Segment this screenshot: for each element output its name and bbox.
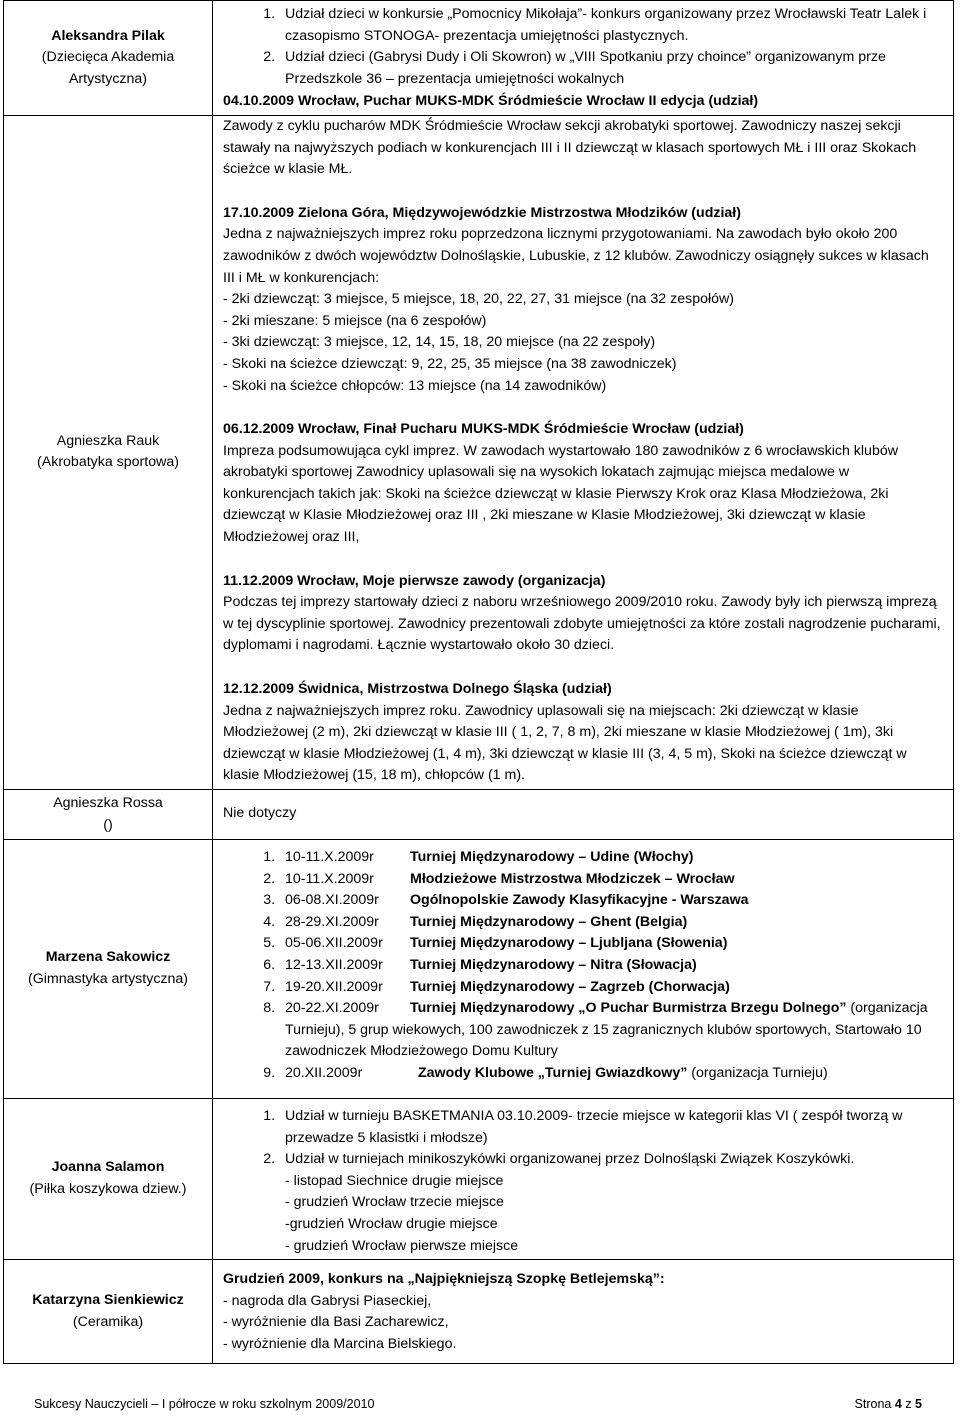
teacher-cell [4,1,213,116]
table-row [4,1,954,116]
award-line: - nagroda dla Gabrysi Piaseckiej, [223,1292,432,1309]
teacher-name: Aleksandra Pilak [51,27,165,44]
event-description: Impreza podsumowująca cykl imprez. W zawodach wystartowało 180 zawodników z 6 wrocławskich klubów akrobatyki sportowej Zawodnicy uplasowali się na wysokich lokatach zajmując miejsca medalowe w konkurencjach takich jak: Skoki na ścieżce dziewcząt w klasie Pierwszy Krok oraz Klasa Młodzieżowa, 2ki dziewcząt w Klasie Młodzieżowej oraz III , 2ki mieszane w Klasie Młodzieżowej, 3ki dziewcząt w klasie Młodzieżowej oraz III, [223,442,898,546]
list-item [279,955,943,977]
list-item-text: 2. Udział w turniejach minikoszykówki organizowanej przez Dolnośląski Związek Koszykówki. [285,1151,855,1168]
event-heading: 06.12.2009 Wrocław, Finał Pucharu MUKS-MDK Śródmieście Wrocław (udział) [223,421,744,438]
event-block [223,419,943,549]
event-date: 10-11.X.2009r [285,870,374,887]
achievements-table [3,0,954,1364]
list-item [279,998,943,1063]
event-block [223,203,943,397]
table-row [4,115,954,789]
no-data-text: Nie dotyczy [223,804,297,821]
total-pages: 5 [915,1397,922,1411]
achievements-cell [213,1,954,116]
achievements-cell [213,115,954,789]
achievements-cell [213,790,954,840]
teacher-department: (Piłka koszykowa dziew.) [29,1181,187,1198]
event-description: Jedna z najważniejszych imprez roku. Zawodnicy uplasowali się na miejscach: 2ki dziewcząt w klasie Młodzieżowej (2 m), 2ki dziewcząt w klasie III ( 1, 2, 7, 8 m), 2ki mieszane w klasie Młodzieżowej ( 1m), 3ki dziewcząt w klasie Młodzieżowej (1, 4 m), 3ki dziewcząt w klasie III (3, 4, 5 m), Skoki na ścieżce dziewcząt w klasie Młodzieżowej (15, 18 m), chłopców (1 m). [223,702,907,784]
table-row [4,790,954,840]
teacher-department: (Dziecięca Akademia Artystyczna) [41,49,175,87]
event-block [223,679,943,787]
event-date: 20-22.XI.2009r [285,1000,379,1017]
teacher-name: Agnieszka Rossa [53,794,163,811]
result-line: - 2ki mieszane: 5 miejsce (na 6 zespołów) [223,312,487,329]
event-date: 20.XII.2009r [285,1064,363,1081]
teacher-department: () [103,816,113,833]
list-item [279,869,943,891]
teacher-cell [4,790,213,840]
list-item [279,847,943,869]
achievements-cell [213,1099,954,1260]
sub-item: - listopad Siechnice drugie miejsce [285,1172,504,1189]
teacher-cell [4,1260,213,1364]
teacher-department: (Gimnastyka artystyczna) [27,971,189,987]
teacher-department: (Ceramika) [72,1313,144,1330]
event-title: Turniej Międzynarodowy „O Puchar Burmistrza Brzegu Dolnego” [410,1000,847,1017]
event-description: Podczas tej imprezy startowały dzieci z naboru wrześniowego 2009/2010 roku. Zawody były ich pierwszą imprezą w tej dyscyplinie sportowej. Zawodnicy prezentowali zdobyte umiejętności za które zostali nagrodzenie pucharami, dyplomami i nagrodami. Łącznie wystartowało około 30 dzieci. [223,594,941,654]
event-block [223,571,943,657]
event-date: 28-29.XI.2009r [285,913,379,930]
event-description: Jedna z najważniejszych imprez roku poprzedzona licznymi przygotowaniami. Na zawodach było około 200 zawodników z dwóch województw Dolnośląskie, Lubuskie, z 12 klubów. Zawodniczy osiągnęły sukces w klasach III i MŁ w konkurencjach: [223,226,929,286]
event-date: 19-20.XII.2009r [285,978,383,995]
event-date: 05-06.XII.2009r [285,935,383,952]
list-item [279,1063,943,1085]
list-item-text: Udział dzieci (Gabrysi Dudy i Oli Skowron) w „VIII Spotkaniu przy choince” organizowanym prze Przedszkole 36 – prezentacja umiejętności wokalnych [285,49,886,87]
page-label: Strona [854,1397,892,1411]
list-item [279,933,943,955]
footer-title: Sukcesy Nauczycieli – I półrocze w roku szkolnym 2009/2010 [34,1397,375,1411]
award-line: - wyróżnienie dla Basi Zacharewicz, [223,1314,449,1331]
teacher-cell [4,1099,213,1260]
result-line: - 3ki dziewcząt: 3 miejsce, 12, 14, 15, 18, 20 miejsce (na 22 zespoły) [223,334,656,351]
teacher-cell [4,840,213,1099]
contest-heading: Grudzień 2009, konkurs na „Najpiękniejszą Szopkę Betlejemską”: [223,1271,665,1288]
teacher-name: Joanna Salamon [51,1159,165,1176]
award-line: - wyróżnienie dla Marcina Bielskiego. [223,1335,457,1352]
achievements-cell [213,840,954,1099]
event-heading: 17.10.2009 Zielona Góra, Międzywojewódzkie Mistrzostwa Młodzików (udział) [223,204,741,221]
table-row [4,1260,954,1364]
result-line: - Skoki na ścieżce chłopców: 13 miejsce (na 14 zawodników) [223,377,607,394]
table-row [4,840,954,1099]
event-block [223,116,943,181]
event-title: Turniej Międzynarodowy – Udine (Włochy) [410,849,694,865]
sub-item: - grudzień Wrocław pierwsze miejsce [285,1237,519,1254]
list-item [279,47,943,90]
page-of: z [905,1397,912,1411]
sub-item: -grudzień Wrocław drugie miejsce [285,1215,498,1232]
event-note: (organizacja Turnieju) [691,1064,828,1081]
event-title: Turniej Międzynarodowy – Nitra (Słowacja) [410,956,697,973]
sub-item: - grudzień Wrocław trzecie miejsce [285,1194,504,1211]
numbered-list [223,1106,943,1257]
event-heading: 04.10.2009 Wrocław, Puchar MUKS-MDK Śródmieście Wrocław II edycja (udział) [223,93,759,110]
teacher-name: Marzena Sakowicz [45,949,171,966]
event-note: (organizacja Turnieju), 5 grup wiekowych, 100 zawodniczek z 15 zagranicznych klubów sportowych, Startowało 10 zawodniczek Młodzieżowego Domu Kultury [285,1000,928,1060]
list-item: 1. Udział dzieci w konkursie „Pomocnicy Mikołaja”- konkurs organizowany przez Wrocławski Teatr Lalek i czasopismo STONOGA- prezentacja umiejętności plastycznych. [279,4,943,47]
event-title: Ogólnopolskie Zawody Klasyfikacyjne - Warszawa [410,892,749,909]
list-item [279,977,943,999]
numbered-list [223,4,943,90]
event-heading: 12.12.2009 Świdnica, Mistrzostwa Dolnego Śląska (udział) [223,681,612,698]
table-row [4,1099,954,1260]
event-heading: 11.12.2009 Wrocław, Moje pierwsze zawody (organizacja) [223,572,606,589]
event-description: Zawody z cyklu pucharów MDK Śródmieście Wrocław sekcji akrobatyki sportowej. Zawodniczy naszej sekcji stawały na najwyższych podiach w konkurencjach III i II dziewcząt w klasach sportowych MŁ i III oraz Skokach ścieżce w klasie MŁ. [223,117,917,178]
teacher-cell [4,115,213,789]
event-date: 10-11.X.2009r [285,849,374,865]
event-title: Turniej Międzynarodowy – Zagrzeb (Chorwacja) [410,978,730,995]
teacher-department: (Akrobatyka sportowa) [37,454,179,471]
page-footer [0,1394,960,1417]
numbered-list [223,847,943,1085]
event-title: Zawody Klubowe „Turniej Gwiazdkowy” [418,1064,688,1081]
list-item [279,1149,943,1257]
current-page: 4 [894,1397,902,1411]
list-item [279,890,943,912]
list-item: 1. Udział w turnieju BASKETMANIA 03.10.2009- trzecie miejsce w kategorii klas VI ( zespół tworzą w przewadze 5 klasistki i młodsze) [279,1106,943,1149]
result-line: - Skoki na ścieżce dziewcząt: 9, 22, 25, 35 miejsce (na 38 zawodniczek) [223,355,677,372]
event-date: 12-13.XII.2009r [285,956,383,973]
teacher-name: Agnieszka Rauk [56,432,160,449]
event-block [223,91,943,113]
page-number [855,1397,922,1411]
event-date: 06-08.XI.2009r [285,892,379,909]
list-item [279,912,943,934]
event-title: Turniej Międzynarodowy – Ljubljana (Słowenia) [410,935,728,952]
result-line: - 2ki dziewcząt: 3 miejsce, 5 miejsce, 18, 20, 22, 27, 31 miejsce (na 32 zespołów) [223,291,734,308]
teacher-name: Katarzyna Sienkiewicz [32,1292,184,1309]
achievements-cell [213,1260,954,1364]
event-title: Młodzieżowe Mistrzostwa Młodziczek – Wrocław [410,870,735,887]
event-title: Turniej Międzynarodowy – Ghent (Belgia) [410,913,688,930]
